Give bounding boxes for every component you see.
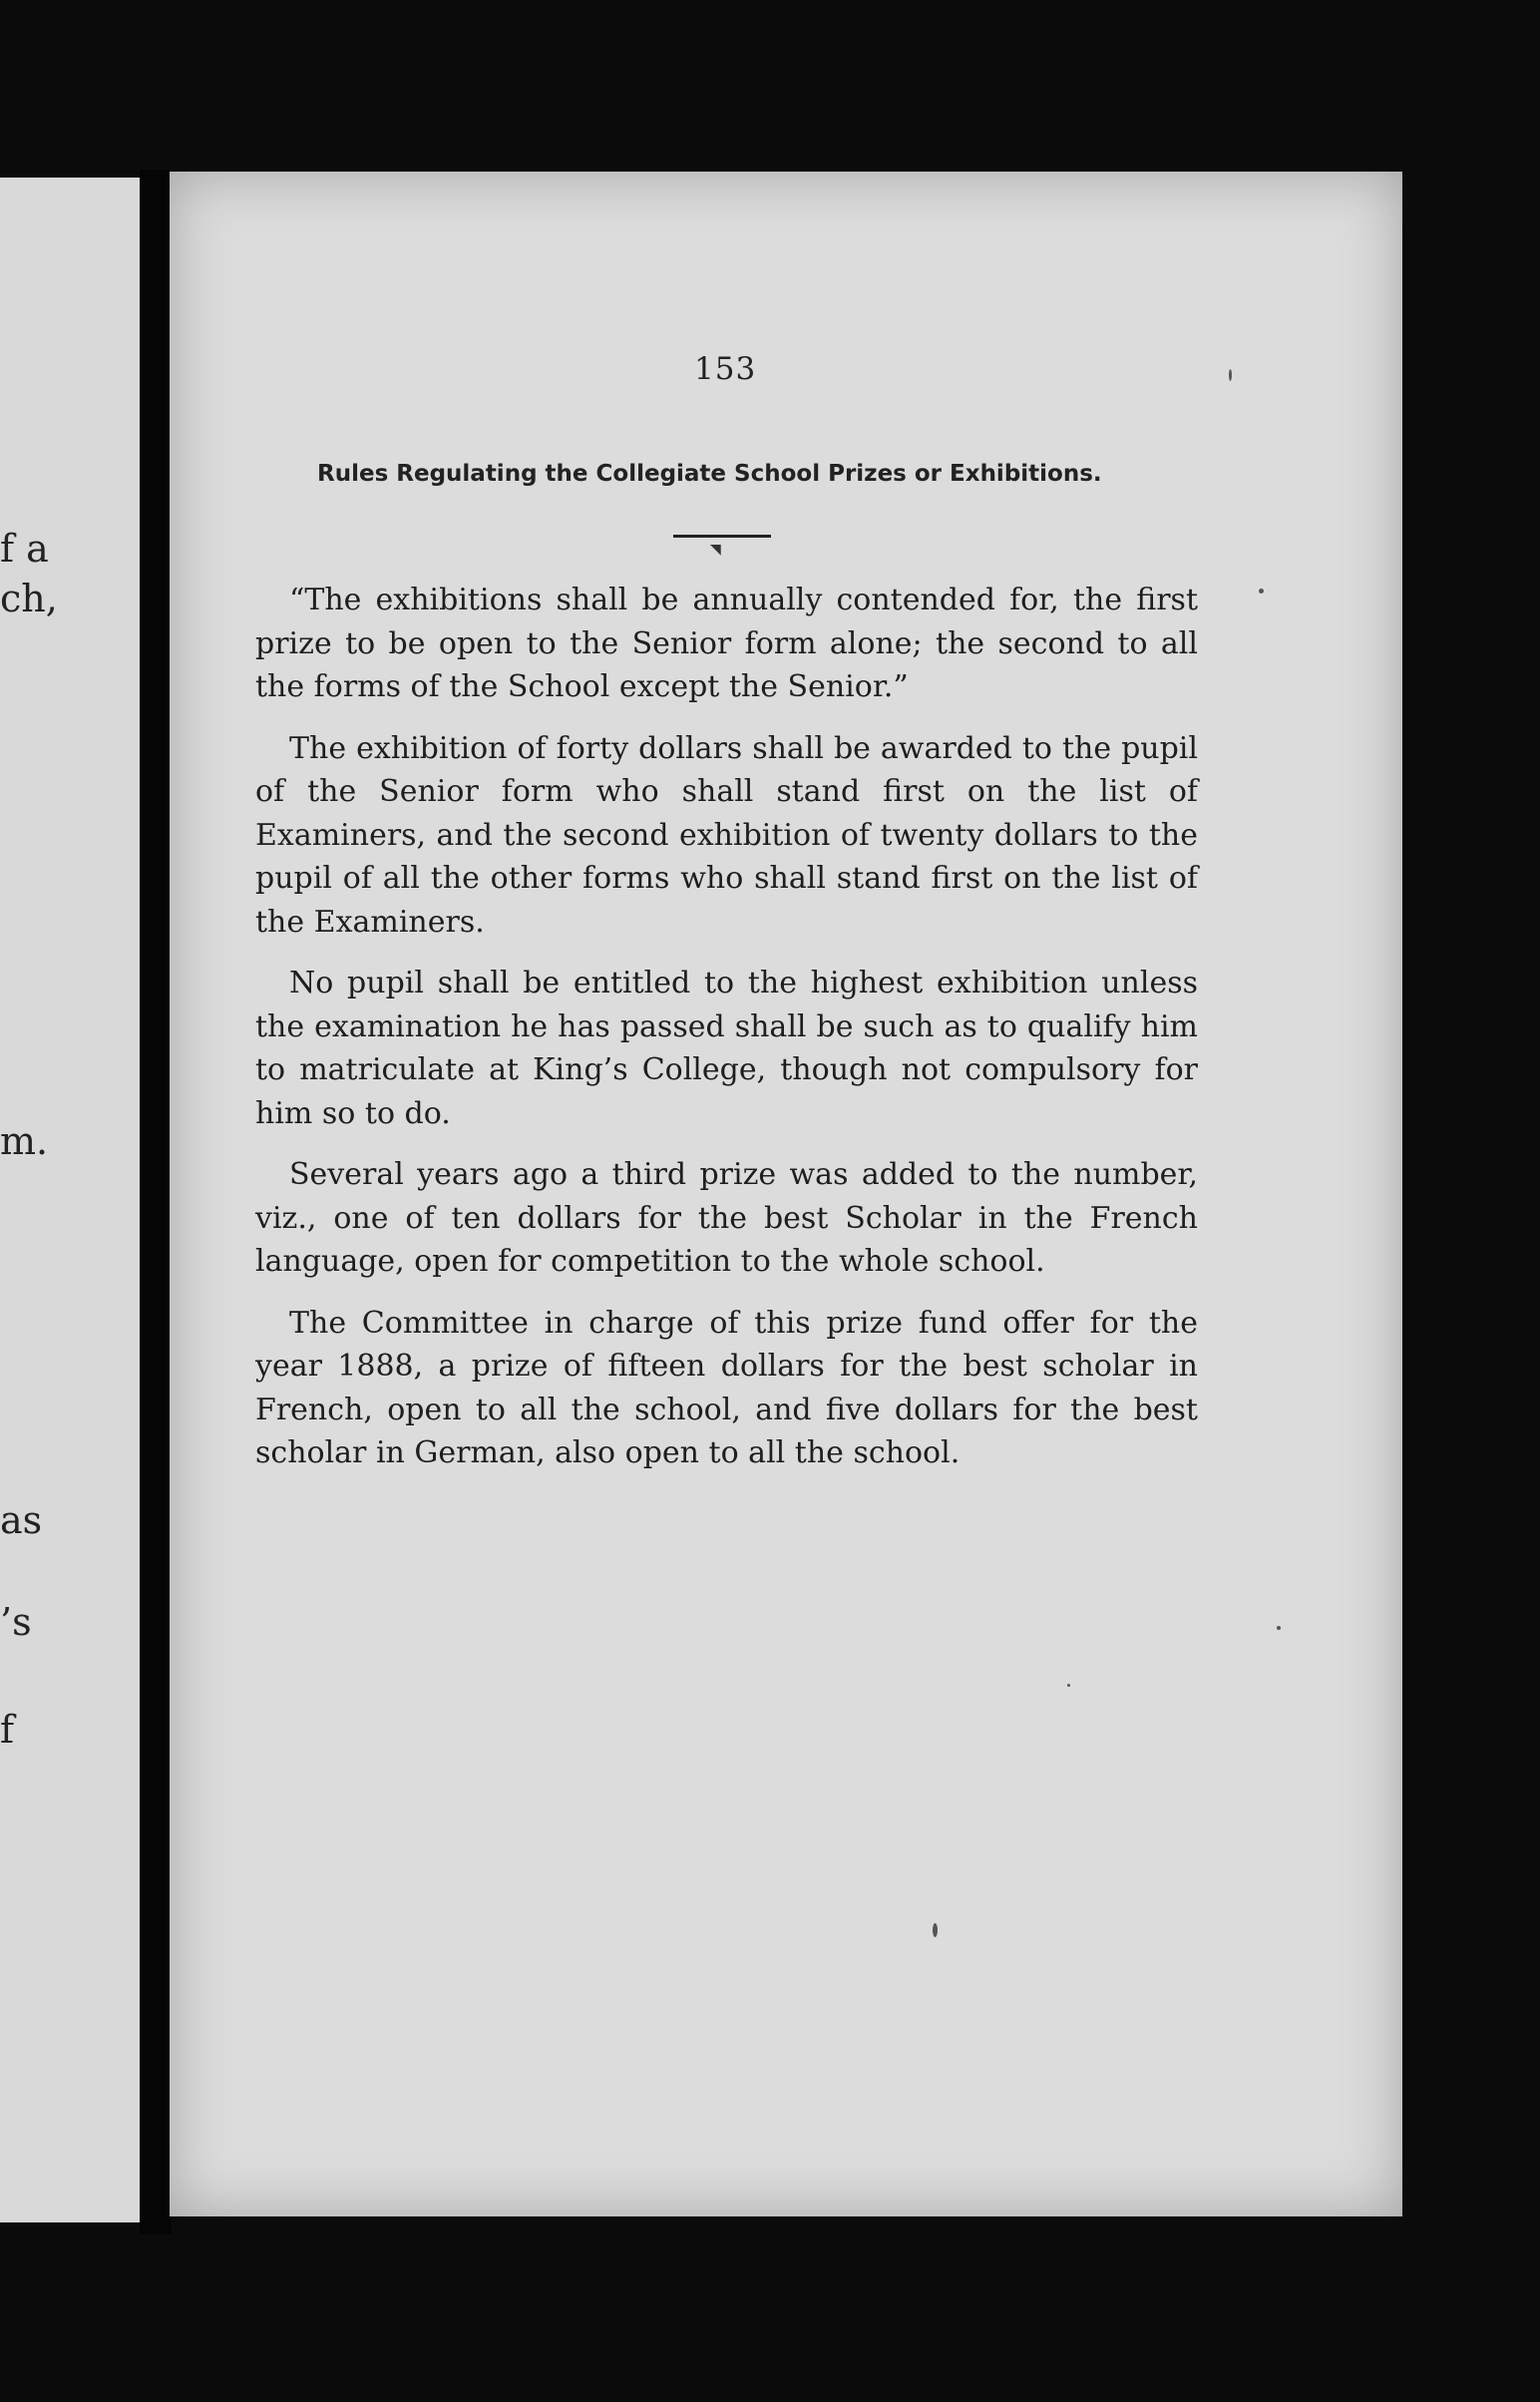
paragraph: “The exhibitions shall be annually contended for, the first prize to be open to the Senior form alone; the second to all the forms of the School except the Senior.” [255, 583, 1198, 704]
body-text [255, 579, 1198, 1493]
paragraph: The Committee in charge of this prize fund offer for the year 1888, a prize of fifteen dollars for the best scholar in French, open to all the school, and five dollars for the best scholar in German, also open to all the school. [255, 1305, 1198, 1470]
scan-speck [1259, 589, 1264, 594]
paragraph: Several years ago a third prize was added to the number, viz., one of ten dollars for the best Scholar in the French language, open for competition to the whole school. [255, 1157, 1198, 1279]
left-page-fragment: ’s [0, 1600, 32, 1644]
scan-speck [1067, 1684, 1070, 1687]
left-page-fragment: f a [0, 527, 49, 571]
left-page-fragment: f [0, 1708, 15, 1752]
previous-page-strip [0, 178, 140, 2222]
scan-speck [1229, 369, 1232, 381]
left-page-fragment: ch, [0, 577, 58, 620]
rule-mark: ◥ [710, 542, 721, 558]
heading-rule [673, 535, 771, 538]
scan-speck [933, 1923, 938, 1937]
left-page-fragment: as [0, 1498, 43, 1542]
page-number: 153 [694, 351, 757, 387]
paragraph: No pupil shall be entitled to the highest exhibition unless the examination he has passed shall be such as to qualify him to matriculate at King’s College, though not compulsory for him so to do. [255, 966, 1198, 1131]
section-heading: Rules Regulating the Collegiate School Prizes or Exhibitions. [317, 461, 1102, 487]
book-gutter [140, 170, 172, 2234]
paragraph: The exhibition of forty dollars shall be awarded to the pupil of the Senior form who shall stand first on the list of Examiners, and the second exhibition of twenty dollars to the pupil of all the other forms who shall stand first on the list of the Examiners. [255, 730, 1198, 940]
scan-speck [1277, 1626, 1281, 1630]
left-page-fragment: m. [0, 1119, 49, 1163]
